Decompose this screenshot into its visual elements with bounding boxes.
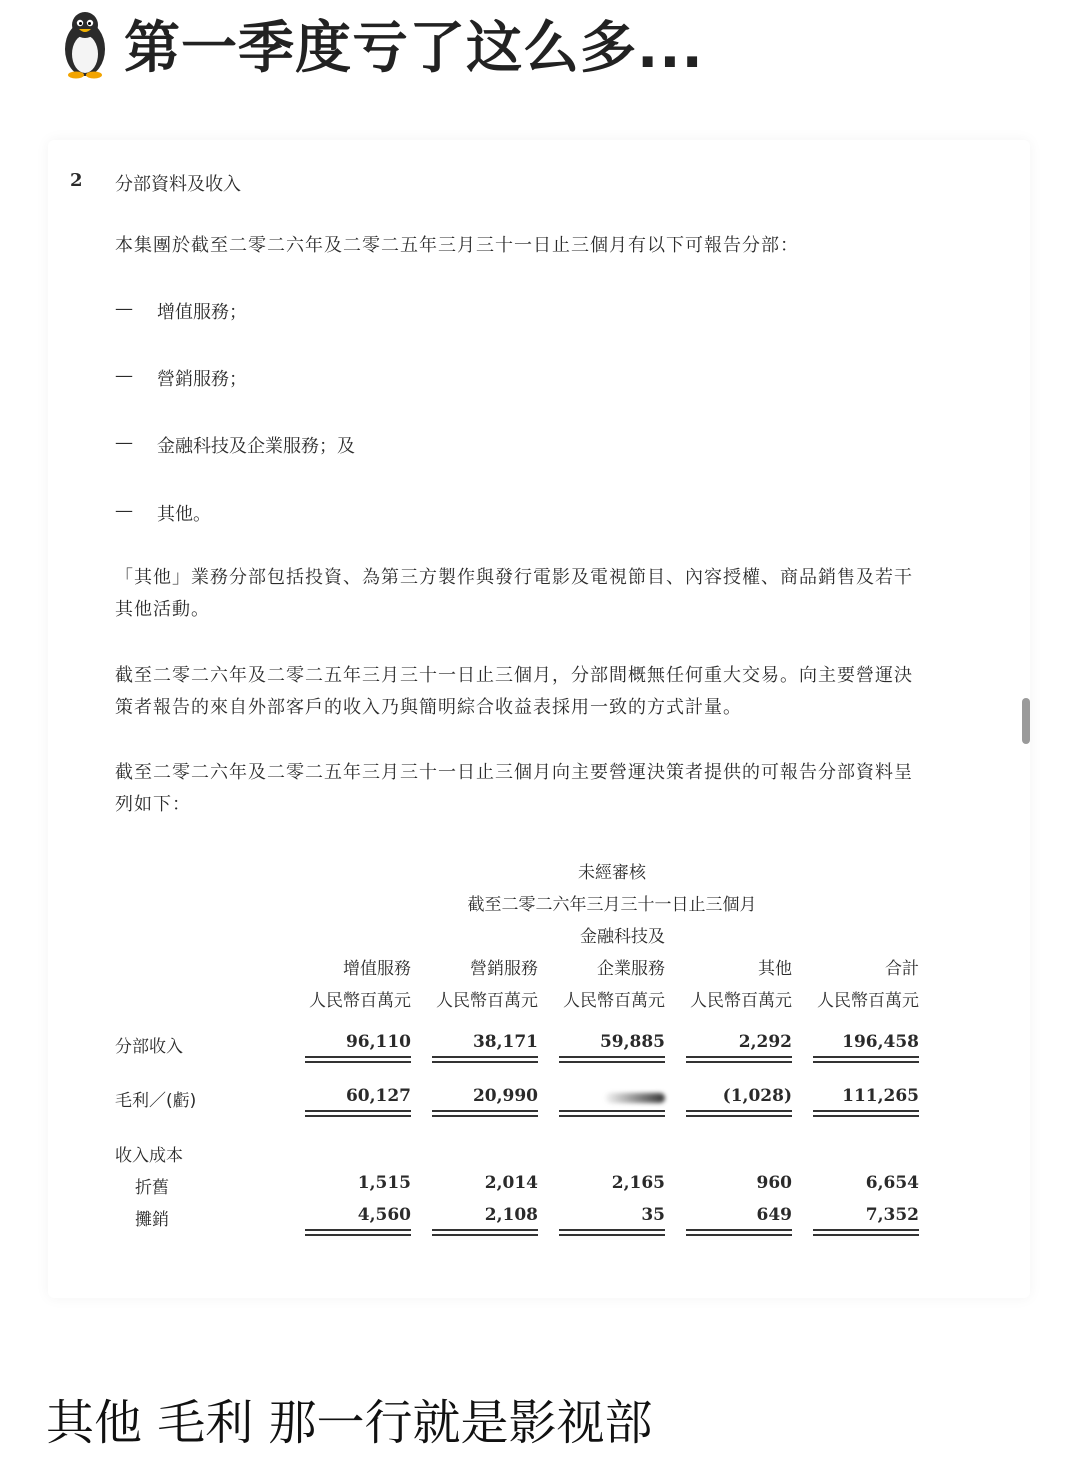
intro-paragraph: 本集團於截至二零二六年及二零二五年三月三十一日止三個月有以下可報告分部： [115, 235, 799, 256]
table-cell: (1,028) [722, 1086, 792, 1106]
bullet-text: 金融科技及企業服務；及 [157, 436, 355, 457]
column-header: 其他 [758, 959, 792, 979]
double-underline [432, 1110, 538, 1117]
double-underline [686, 1056, 792, 1063]
table-cell: 2,165 [611, 1173, 665, 1193]
post-title-text: 第一季度亏了这么多... [124, 16, 704, 81]
transactions-paragraph: 截至二零二六年及二零二五年三月三十一日止三個月，分部間概無任何重大交易。向主要營運決策者報告的來自外部客戶的收入乃與簡明綜合收益表採用一致的方式計量。 [115, 665, 913, 718]
table-header-unaudited: 未經審核 [578, 863, 646, 883]
double-underline [305, 1056, 411, 1063]
column-unit: 人民幣百萬元 [436, 991, 538, 1011]
section-number: 2 [70, 170, 83, 191]
table-cell: 35 [641, 1205, 665, 1225]
table-cell: 649 [756, 1205, 792, 1225]
table-cell: 7,352 [865, 1205, 919, 1225]
table-cell: 2,292 [738, 1032, 792, 1052]
table-cell: 111,265 [842, 1086, 919, 1106]
bullet-dash: — [115, 500, 133, 521]
bullet-text: 增值服務； [157, 302, 247, 323]
double-underline [559, 1229, 665, 1236]
double-underline [305, 1229, 411, 1236]
bullet-text: 營銷服務； [157, 369, 247, 390]
table-header-period: 截至二零二六年三月三十一日止三個月 [467, 895, 757, 915]
blurred-value [605, 1093, 665, 1103]
table-cell: 59,885 [599, 1032, 665, 1052]
bullet-text: 其他。 [157, 504, 211, 525]
column-unit: 人民幣百萬元 [817, 991, 919, 1011]
bullet-item [115, 500, 211, 526]
column-header-line1: 金融科技及 [580, 927, 665, 947]
double-underline [432, 1056, 538, 1063]
table-cell: 2,014 [484, 1173, 538, 1193]
double-underline [686, 1110, 792, 1117]
double-underline [813, 1056, 919, 1063]
bullet-item [115, 298, 247, 324]
post-caption: 其他 毛利 那一行就是影视部 [46, 1395, 653, 1451]
row-label-cost-of-revenue: 收入成本 [115, 1146, 183, 1166]
penguin-icon [56, 9, 114, 79]
bullet-item [115, 365, 247, 391]
bullet-dash: — [115, 432, 133, 453]
double-underline [432, 1229, 538, 1236]
bullet-dash: — [115, 298, 133, 319]
bullet-dash: — [115, 365, 133, 386]
post-title [56, 6, 704, 82]
table-cell: 20,990 [472, 1086, 538, 1106]
table-cell: 60,127 [345, 1086, 411, 1106]
bullet-item [115, 432, 355, 458]
row-label-gross-profit: 毛利／(虧) [115, 1091, 197, 1111]
double-underline [305, 1110, 411, 1117]
table-cell: 4,560 [357, 1205, 411, 1225]
table-cell: 196,458 [842, 1032, 919, 1052]
double-underline [686, 1229, 792, 1236]
row-label-amortisation: 攤銷 [135, 1210, 169, 1230]
double-underline [559, 1110, 665, 1117]
double-underline [813, 1110, 919, 1117]
document-page [48, 140, 1030, 1298]
column-unit: 人民幣百萬元 [563, 991, 665, 1011]
double-underline [813, 1229, 919, 1236]
table-cell: 38,171 [472, 1032, 538, 1052]
table-cell: 960 [756, 1173, 792, 1193]
column-unit: 人民幣百萬元 [690, 991, 792, 1011]
table-cell: 2,108 [484, 1205, 538, 1225]
other-segment-paragraph: 「其他」業務分部包括投資、為第三方製作與發行電影及電視節目、內容授權、商品銷售及若干其他活動。 [115, 567, 913, 620]
table-intro-paragraph: 截至二零二六年及二零二五年三月三十一日止三個月向主要營運決策者提供的可報告分部資料呈列如下： [115, 762, 913, 815]
double-underline [559, 1056, 665, 1063]
column-unit: 人民幣百萬元 [309, 991, 411, 1011]
column-header: 企業服務 [597, 959, 665, 979]
column-header: 增值服務 [343, 959, 411, 979]
column-header: 合計 [885, 959, 919, 979]
row-label-segment-revenue: 分部收入 [115, 1037, 183, 1057]
scrollbar-thumb[interactable] [1022, 698, 1030, 744]
table-cell: 1,515 [357, 1173, 411, 1193]
table-cell: 96,110 [345, 1032, 411, 1052]
section-title: 分部資料及收入 [115, 174, 241, 195]
row-label-depreciation: 折舊 [135, 1178, 169, 1198]
column-header: 營銷服務 [470, 959, 538, 979]
table-cell: 6,654 [865, 1173, 919, 1193]
